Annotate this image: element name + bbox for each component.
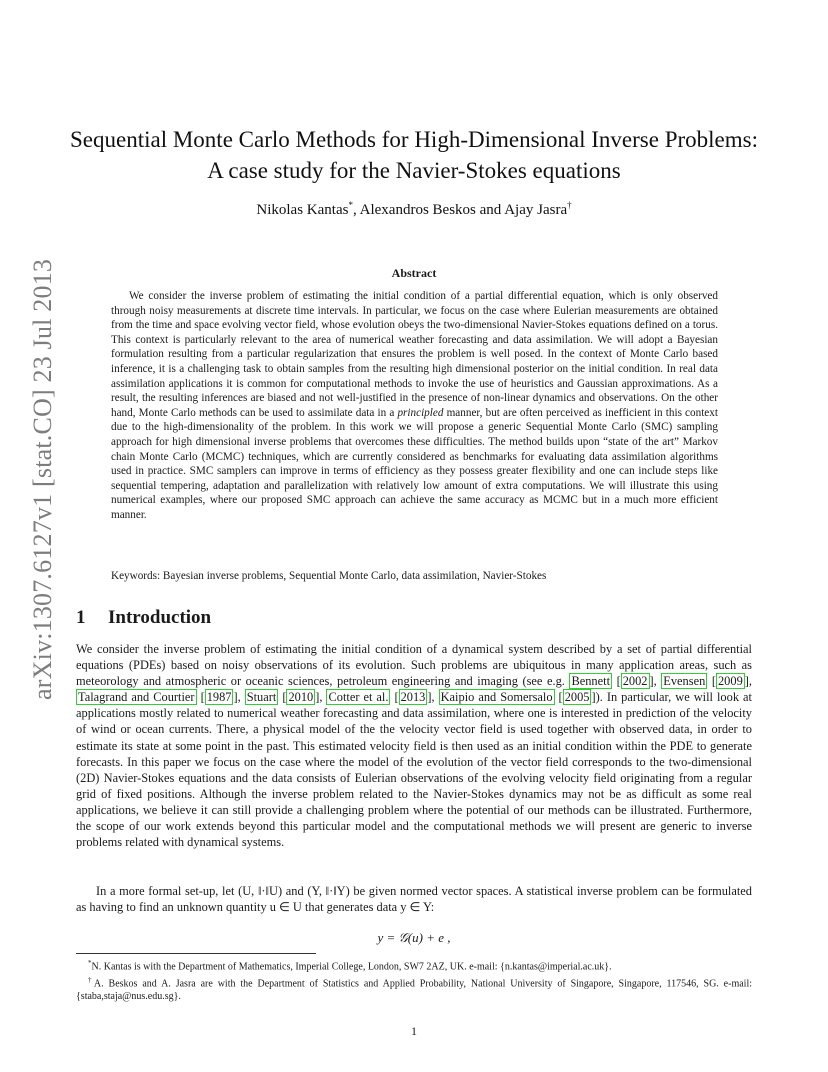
citation-link[interactable]: Bennett [571,674,611,689]
arxiv-identifier-stamp: arXiv:1307.6127v1 [stat.CO] 23 Jul 2013 [28,258,57,700]
footnote-2-mark: † [88,975,94,984]
citation-year-link[interactable]: 2005 [564,690,590,705]
footnote-2-text: A. Beskos and A. Jasra are with the Department of Statistics and Applied Probability, National University of Singapore, Singapore, 117546, SG. e-mail: {staba,staja@nus.edu.sg}. [76,978,753,1002]
equation: y = 𝒢(u) + e , [377,930,451,945]
author-kantas: Nikolas Kantas [256,202,349,218]
footnote-2 [76,974,752,1004]
abstract-part-1: We consider the inverse problem of estimating the initial condition of a partial differential equation, which is only observed through noisy measurements at discrete time intervals. In particular, we focus on the case where Eulerian measurements are obtained from the time and space evolving vector field, whose evolution obeys the two-dimensional Navier-Stokes equations defined on a torus. This context is particularly relevant to the area of numerical weather forecasting and data assimilation. We will adopt a Bayesian formulation resulting from a particular regularization that ensures the problem is well posed. In the context of Monte Carlo based inference, it is a challenging task to obtain samples from the resulting high dimensional posterior on the initial condition. In real data assimilation applications it is common for computational methods to invoke the use of heuristics and Gaussian approximations. As a result, the resulting inferences are biased and not well-justified in the presence of non-linear dynamics and observations. On the other hand, Monte Carlo methods can be used to assimilate data in a [111,290,718,419]
citation-link[interactable]: Talagrand and Courtier [78,690,195,705]
footnote-divider [76,953,316,954]
intro-text-b: ). In particular, we will look at applications mostly related to numerical weather forecasting and data assimilation, where one is interested in prediction of the velocity of wind or ocean currents. There, a physical model of the the velocity vector field is used together with observed data, in order to estimate its state at some point in the past. This estimated velocity field is then used as an initial condition within the PDE to generate forecasts. In this paper we focus on the case where the model of the evolution of the vector field corresponds to the two-dimensional (2D) Navier-Stokes equations and the data consists of Eulerian observations of the evolving velocity field originating from a regular grid of fixed positions. Although the inverse problem related to the Navier-Stokes dynamics may not be as difficult as some real applications, we believe it can still provide a challenging problem where the potential of our methods can be illustrated. Furthermore, the scope of our work extends beyond this particular model and the computational methods we will present are generic to inverse problems related with dynamical systems. [76,690,752,850]
footnote-1-mark: * [88,959,92,967]
intro-paragraph-2: In a more formal set-up, let (U, ‖·‖U) and (Y, ‖·‖Y) be given normed vector spaces. A statistical inverse problem can be formulated as having to find an unknown quantity u ∈ U that generates data y ∈ Y: [76,884,752,915]
footnotes [76,957,752,1003]
citation-link[interactable]: Cotter et al. [328,690,389,705]
abstract-heading: Abstract [391,266,437,280]
abstract-text [111,289,718,523]
citation-year-link[interactable]: 2009 [717,674,743,689]
citation-year-link[interactable]: 2013 [400,690,426,705]
citation-year-link[interactable]: 2010 [288,690,314,705]
citation-link[interactable]: Evensen [663,674,706,689]
citation-link[interactable]: Kaipio and Somersalo [440,690,553,705]
citation-year-link[interactable]: 1987 [206,690,232,705]
section-heading-introduction [76,607,211,629]
footnote-1 [76,957,752,974]
author-others: , Alexandros Beskos and Ajay Jasra [352,202,568,218]
author-list [60,200,768,219]
abstract-part-2: manner, but are often perceived as inefficient in this context due to the high-dimensionality of the problem. In this work we will propose a generic Sequential Monte Carlo (SMC) sampling approach for high dimensional inverse problems that overcomes these difficulties. The method builds upon “state of the art” Markov chain Monte Carlo (MCMC) techniques, which are currently considered as benchmarks for evaluating data assimilation algorithms used in practice. SMC samplers can improve in terms of efficiency as they possess greater flexibility and one can include steps like sequential tempering, adaptation and parallelization with relatively low amount of extra computations. We will illustrate this using numerical examples, where our proposed SMC approach can achieve the same accuracy as MCMC but in a much more efficient manner. [111,406,718,521]
page-number: 1 [411,1024,417,1038]
keywords: Keywords: Bayesian inverse problems, Sequential Monte Carlo, data assimilation, Navier-Stokes [111,570,547,582]
citation-year-link[interactable]: 2002 [622,674,648,689]
section-number: 1 [76,607,86,628]
section-title: Introduction [108,607,212,628]
abstract-emphasis: principled [397,406,444,419]
footnote-1-text: N. Kantas is with the Department of Mathematics, Imperial College, London, SW7 2AZ, UK. e-mail: {n.kantas@imperial.ac.uk}. [91,961,612,973]
paper-title: Sequential Monte Carlo Methods for High-Dimensional Inverse Problems: A case study for the Navier-Stokes equations [70,127,758,183]
footnote-mark-star: * [348,200,353,210]
footnote-mark-dagger: † [567,200,572,210]
citation-link[interactable]: Stuart [246,690,277,705]
intro-paragraph-1: We consider the inverse problem of estimating the initial condition of a dynamical system described by a set of partial differential equations (PDEs) based on noisy observations of its evolution. Such problems are ubiquitous in many application areas, such as meteorology and atmospheric or oceanic sciences, petroleum engineering and imaging (see e.g. Bennett [ 2002 ], Evensen [ 2009 ], Talagrand and Courtier [ 1987 ], Stuart [ 2010 ], Cotter et al. [ 2013 ], Kaipio and Somersalo [ 2005 ]). In particular, we will look at applications mostly related to numerical weather forecasting and data assimilation, where one is interested in prediction of the velocity of wind or ocean currents. There, a physical model of the the velocity vector field is used together with observed data, in order to estimate its state at some point in the past. This estimated velocity field is then used as an initial condition within the PDE to generate forecasts. In this paper we focus on the case where the model of the evolution of the vector field corresponds to the two-dimensional (2D) Navier-Stokes equations and the data consists of Eulerian observations of the evolving velocity field originating from a regular grid of fixed positions. Although the inverse problem related to the Navier-Stokes dynamics may not be as difficult as some real applications, we believe it can still provide a challenging problem where the potential of our methods can be illustrated. Furthermore, the scope of our work extends beyond this particular model and the computational methods we will present are generic to inverse problems related with dynamical systems. [76,642,752,850]
intro-text-a: We consider the inverse problem of estimating the initial condition of a dynamical system described by a set of partial differential equations (PDEs) based on noisy observations of its evolution. Such problems are ubiquitous in many application areas, such as meteorology and atmospheric or oceanic sciences, petroleum engineering and imaging (see e.g. [76,642,752,689]
